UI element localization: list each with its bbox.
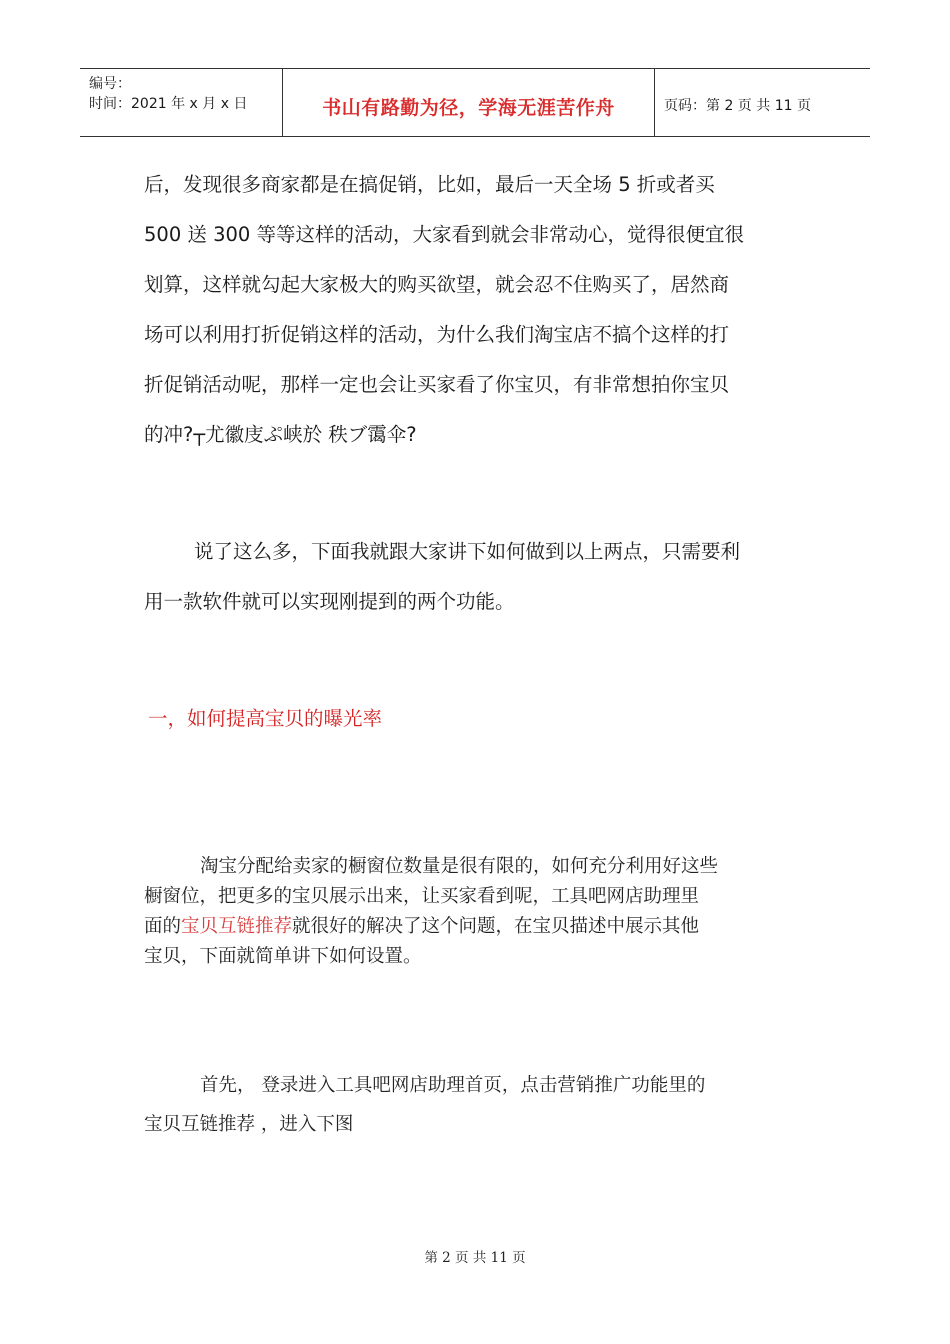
text-line: 宝贝，下面就简单讲下如何设置。 [144,946,422,967]
header-motto: 书山有路勤为径，学海无涯苦作舟 [322,97,615,119]
text-line: 宝贝互链推荐 ，进入下图 [144,1114,354,1135]
text-line: 场可以利用打折促销这样的活动，为什么我们淘宝店不搞个这样的打 [144,323,730,346]
text-line: 用一款软件就可以实现刚提到的两个功能。 [144,590,515,613]
text-fragment: 面的 [144,916,182,937]
text-line: 后，发现很多商家都是在搞促销，比如，最后一天全场 5 折或者买 [144,173,715,196]
header-left-cell [80,69,283,136]
paragraph-promotion [144,160,804,460]
text-line: 的冲?┬尤徽庋ぷ峡於 秩ブ霭伞? [144,423,417,446]
paragraph-steps [144,1066,814,1144]
document-number: 编号： [89,76,131,92]
feature-link[interactable]: 宝贝互链推荐 [181,916,293,937]
header-middle-cell [283,69,655,136]
text-line [144,912,814,942]
text-line: 500 送 300 等等这样的活动，大家看到就会非常动心，觉得很便宜很 [144,223,745,246]
document-date: 时间：2021 年 x 月 x 日 [89,96,248,112]
header-right-cell [655,69,870,136]
text-fragment: 就很好的解决了这个问题，在宝贝描述中展示其他 [292,916,700,937]
page-footer: 第 2 页 共 11 页 [424,1250,526,1266]
text-line: 划算，这样就勾起大家极大的购买欲望，就会忍不住购买了，居然商 [144,273,730,296]
paragraph-intro [144,527,804,627]
header-page-info: 页码：第 2 页 共 11 页 [664,98,811,114]
text-line: 说了这么多，下面我就跟大家讲下如何做到以上两点，只需要利 [194,540,741,563]
text-line: 淘宝分配给卖家的橱窗位数量是很有限的，如何充分利用好这些 [200,856,719,877]
text-line: 折促销活动呢，那样一定也会让买家看了你宝贝，有非常想拍你宝贝 [144,373,730,396]
text-line: 首先， 登录进入工具吧网店助理首页，点击营销推广功能里的 [200,1075,706,1096]
section-heading: 一，如何提高宝贝的曝光率 [148,707,383,730]
page-header [80,68,870,137]
paragraph-showcase [144,852,814,972]
text-line: 橱窗位，把更多的宝贝展示出来，让买家看到呢，工具吧网店助理里 [144,886,700,907]
